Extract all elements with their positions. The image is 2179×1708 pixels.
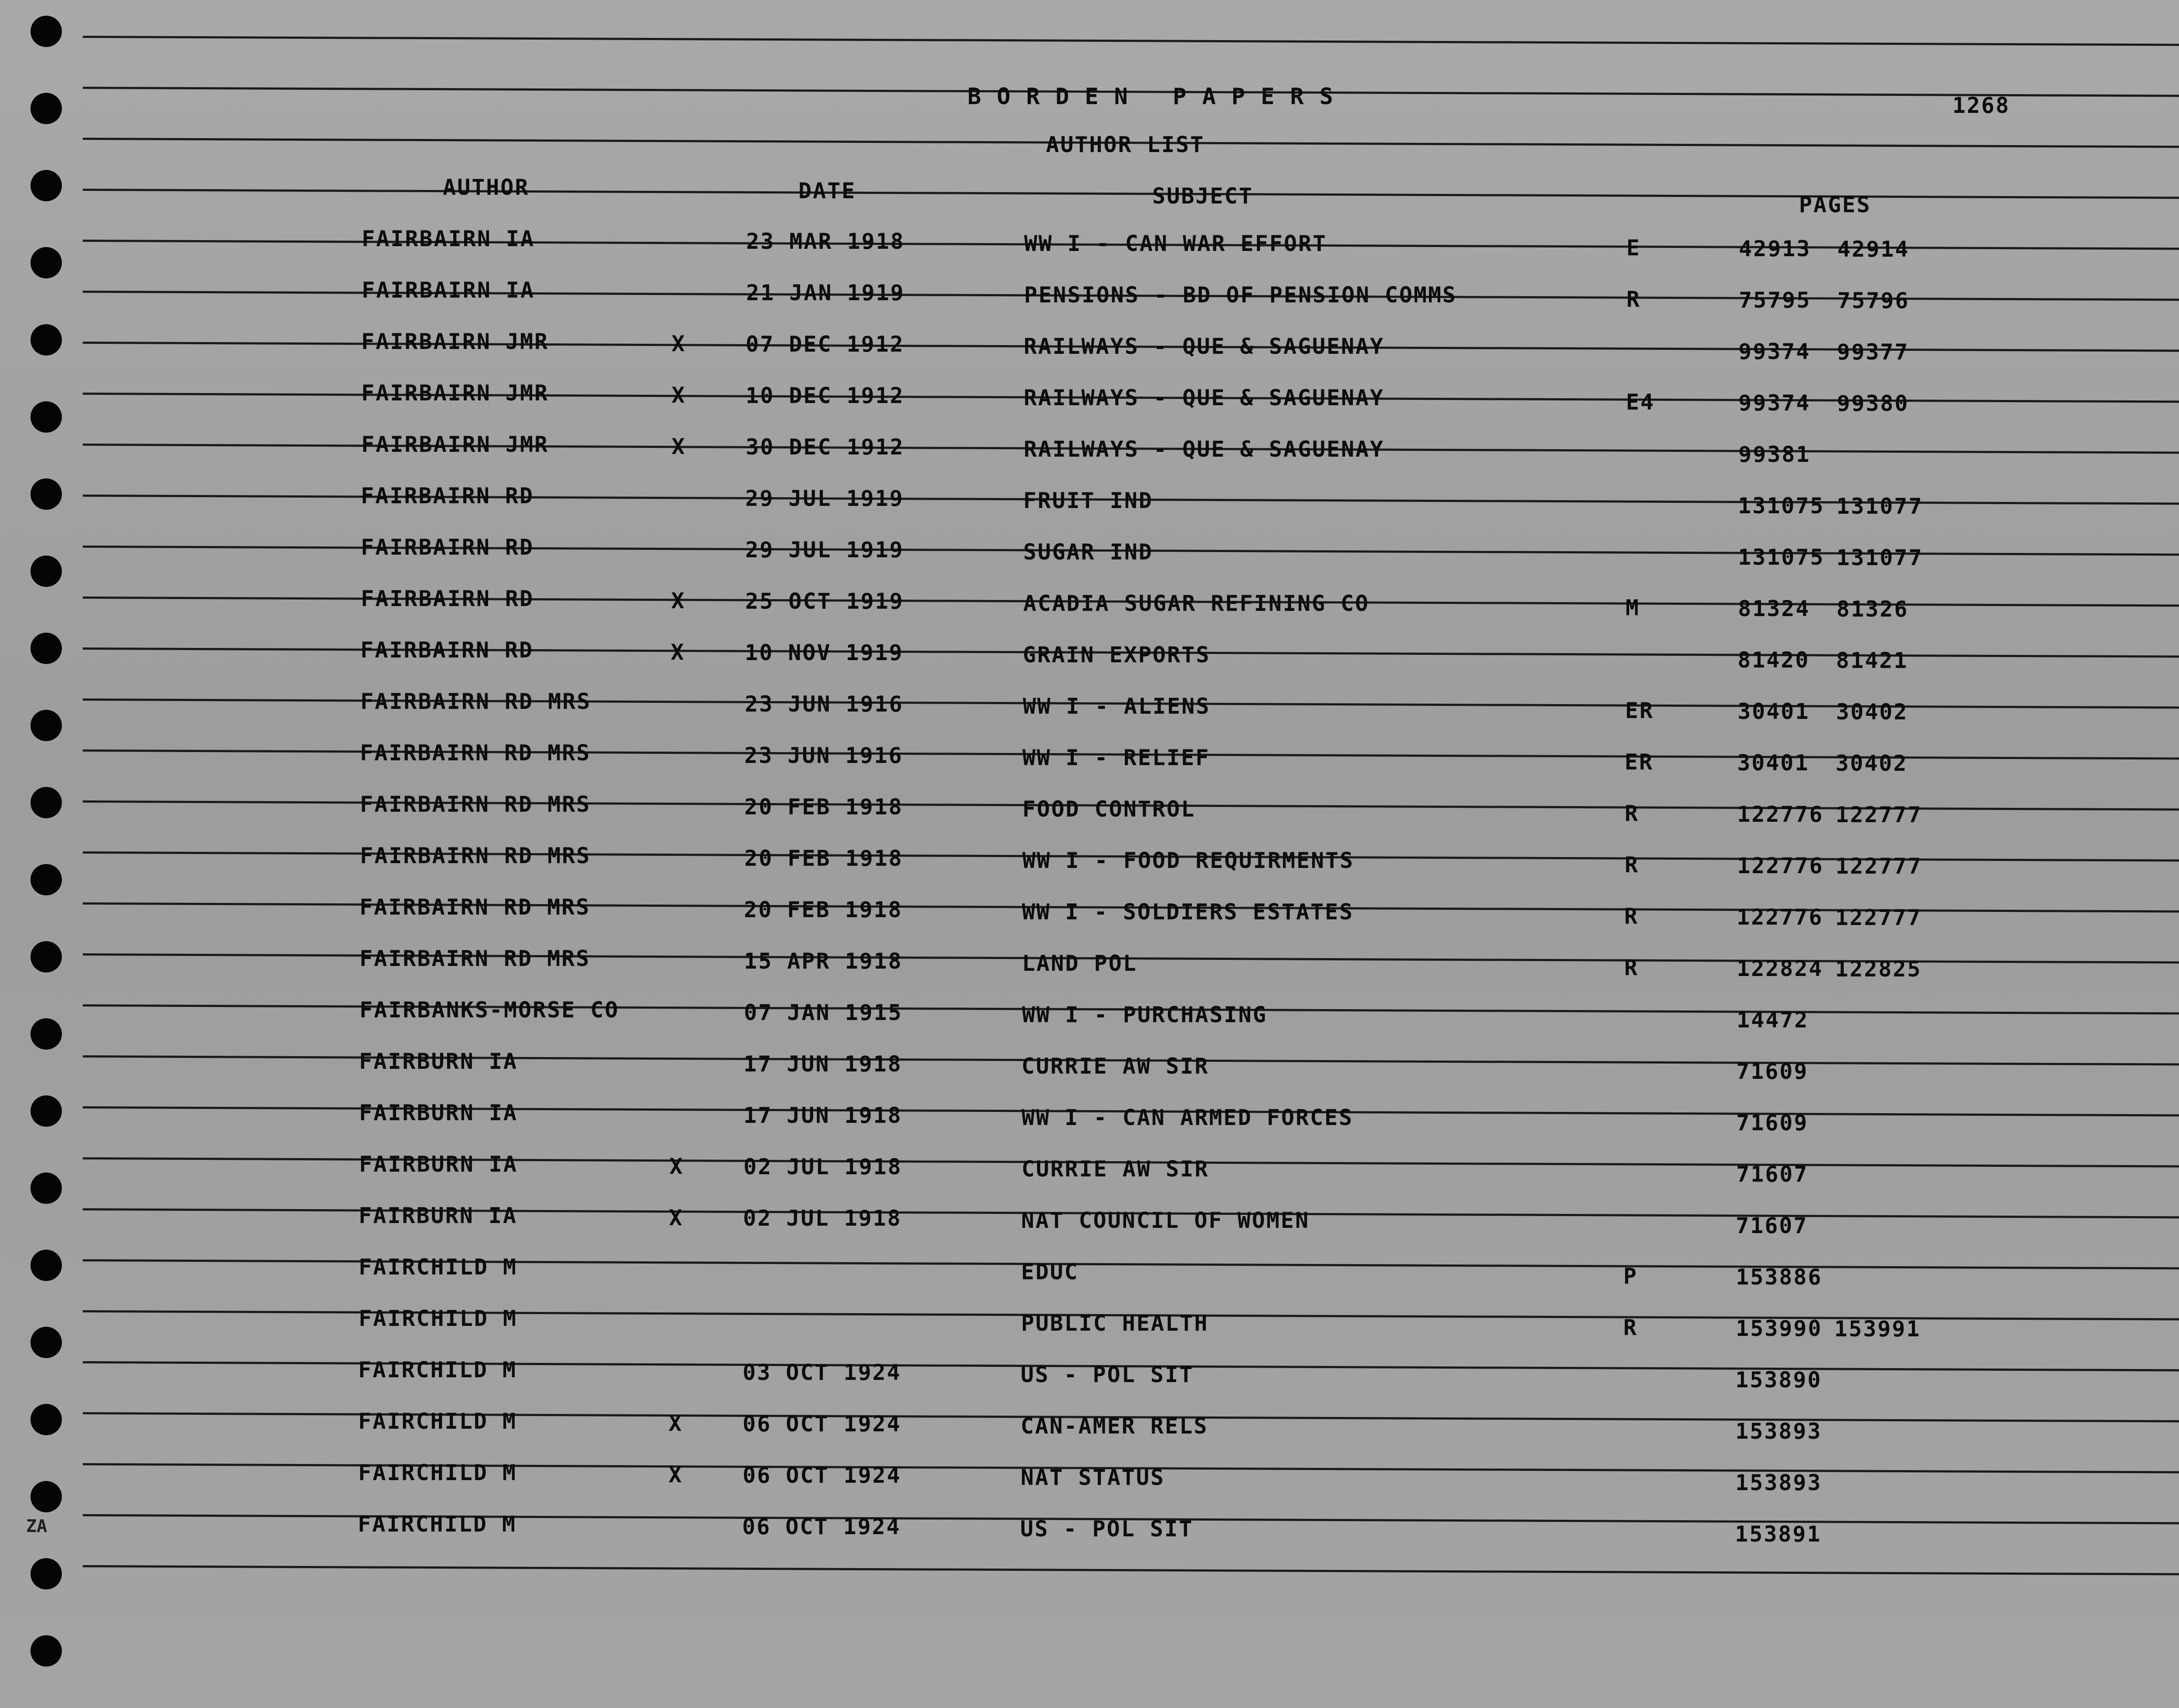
page-to-cell: 131077 (1836, 494, 1923, 519)
date-cell: 06 OCT 1924 (743, 1411, 902, 1437)
tractor-hole (31, 1481, 62, 1512)
code-cell: M (1626, 595, 1640, 620)
author-cell: FAIRBURN IA (359, 1100, 518, 1125)
flag-cell: X (671, 588, 686, 613)
author-cell: FAIRCHILD M (359, 1254, 518, 1280)
subject-cell: CURRIE AW SIR (1022, 1156, 1209, 1182)
date-cell: 17 JUN 1918 (743, 1051, 903, 1077)
subject-cell: GRAIN EXPORTS (1023, 642, 1211, 668)
author-cell: FAIRBAIRN IA (362, 278, 535, 303)
list-subtitle: AUTHOR LIST (1046, 132, 1205, 157)
subject-cell: NAT COUNCIL OF WOMEN (1021, 1208, 1310, 1233)
page-from-cell: 30401 (1738, 699, 1810, 724)
date-cell: 06 OCT 1924 (742, 1514, 901, 1539)
author-cell: FAIRBAIRN RD (360, 637, 534, 663)
tractor-hole (31, 941, 62, 973)
page-from-cell: 122776 (1737, 853, 1824, 878)
subject-cell: SUGAR IND (1023, 539, 1153, 565)
author-cell: FAIRBAIRN RD (361, 586, 534, 611)
author-cell: FAIRBAIRN JMR (361, 380, 549, 406)
code-cell: E (1626, 235, 1641, 261)
subject-cell: EDUC (1021, 1259, 1079, 1284)
tractor-hole (31, 401, 62, 433)
flag-cell: X (672, 434, 686, 459)
code-cell: R (1626, 287, 1641, 312)
code-cell: P (1623, 1264, 1638, 1289)
flag-cell: X (669, 1205, 684, 1230)
date-cell: 02 JUL 1918 (743, 1206, 902, 1231)
author-cell: FAIRCHILD M (359, 1306, 518, 1331)
page-from-cell: 153891 (1735, 1522, 1822, 1547)
date-cell: 21 JAN 1919 (746, 280, 905, 305)
code-cell: R (1625, 801, 1639, 826)
page-from-cell: 71607 (1736, 1213, 1808, 1238)
flag-cell: X (671, 640, 686, 665)
page-to-cell: 153991 (1834, 1316, 1921, 1342)
page-to-cell: 122777 (1836, 802, 1922, 827)
date-cell: 30 DEC 1912 (746, 434, 905, 460)
code-cell: R (1624, 904, 1639, 929)
page-from-cell: 81324 (1738, 596, 1810, 621)
subject-cell: WW I - CAN WAR EFFORT (1024, 231, 1327, 256)
date-cell: 29 JUL 1919 (745, 537, 904, 563)
page-from-cell: 81420 (1738, 647, 1810, 673)
author-cell: FAIRBAIRN JMR (361, 329, 549, 354)
tractor-hole (31, 1095, 62, 1127)
subject-cell: NAT STATUS (1021, 1465, 1165, 1490)
flag-cell: X (672, 331, 686, 356)
tractor-hole (31, 1173, 62, 1204)
page-to-cell: 131077 (1836, 545, 1923, 570)
author-cell: FAIRBAIRN RD MRS (360, 740, 591, 766)
flag-cell: X (669, 1462, 683, 1488)
document-title: BORDEN PAPERS (967, 84, 1349, 110)
subject-cell: ACADIA SUGAR REFINING CO (1023, 591, 1370, 616)
page-from-cell: 131075 (1738, 493, 1825, 518)
author-cell: FAIRCHILD M (358, 1460, 517, 1485)
tractor-hole (31, 1018, 62, 1050)
date-cell: 03 OCT 1924 (743, 1360, 902, 1385)
tractor-hole (31, 324, 62, 356)
date-cell: 20 FEB 1918 (744, 794, 903, 820)
date-cell: 25 OCT 1919 (745, 589, 904, 614)
author-cell: FAIRBAIRN JMR (361, 432, 549, 457)
page-from-cell: 153886 (1736, 1264, 1823, 1290)
tractor-hole (31, 633, 62, 664)
flag-cell: X (672, 383, 686, 408)
column-header-pages: PAGES (1799, 192, 1871, 217)
page-from-cell: 153890 (1735, 1367, 1822, 1393)
author-cell: FAIRBANKS-MORSE CO (360, 997, 619, 1023)
subject-cell: WW I - FOOD REQUIRMENTS (1022, 848, 1354, 873)
subject-cell: PUBLIC HEALTH (1021, 1311, 1209, 1336)
page-to-cell: 30402 (1836, 751, 1908, 776)
subject-cell: US - POL SIT (1020, 1516, 1194, 1542)
author-cell: FAIRCHILD M (358, 1409, 517, 1434)
author-cell: FAIRBURN IA (359, 1203, 518, 1228)
page-from-cell: 30401 (1737, 750, 1809, 776)
author-cell: FAIRBAIRN RD MRS (360, 895, 591, 920)
author-cell: FAIRBAIRN RD MRS (360, 689, 591, 714)
tractor-hole (31, 1327, 62, 1358)
page-from-cell: 153893 (1735, 1470, 1822, 1495)
page-from-cell: 42913 (1739, 236, 1811, 261)
page-to-cell: 122825 (1835, 956, 1922, 982)
code-cell: R (1624, 955, 1639, 980)
page-to-cell: 122777 (1835, 905, 1922, 930)
date-cell: 07 JAN 1915 (744, 1000, 903, 1025)
page-from-cell: 71609 (1736, 1059, 1809, 1084)
author-cell: FAIRBURN IA (359, 1152, 518, 1177)
page-to-cell: 81326 (1836, 596, 1909, 622)
tractor-hole (31, 247, 62, 278)
author-cell: FAIRBAIRN RD (361, 535, 534, 560)
page-from-cell: 99374 (1738, 390, 1811, 416)
code-cell: ER (1625, 698, 1654, 723)
page-to-cell: 99380 (1837, 391, 1909, 416)
author-cell: FAIRBAIRN IA (362, 226, 535, 251)
subject-cell: RAILWAYS - QUE & SAGUENAY (1024, 385, 1385, 410)
page-from-cell: 99381 (1738, 442, 1811, 467)
code-cell: ER (1625, 749, 1654, 775)
tractor-hole (31, 93, 62, 124)
page-number: 1268 (1952, 93, 2010, 118)
tractor-hole (31, 16, 62, 47)
tractor-hole (31, 170, 62, 201)
author-cell: FAIRBAIRN RD MRS (360, 792, 591, 817)
code-cell: R (1623, 1315, 1638, 1340)
tractor-hole (31, 787, 62, 818)
date-cell: 20 FEB 1918 (744, 846, 903, 871)
page-from-cell: 122824 (1737, 956, 1823, 981)
subject-cell: FRUIT IND (1023, 488, 1153, 513)
author-cell: FAIRBAIRN RD MRS (360, 946, 591, 971)
tractor-hole (31, 1558, 62, 1589)
rule-line (83, 1565, 2179, 1576)
subject-cell: CAN-AMER RELS (1021, 1413, 1208, 1439)
date-cell: 10 DEC 1912 (746, 383, 905, 408)
page-from-cell: 153990 (1736, 1316, 1823, 1341)
author-cell: FAIRCHILD M (358, 1511, 517, 1537)
page-from-cell: 14472 (1737, 1007, 1809, 1033)
page-to-cell: 99377 (1837, 339, 1909, 365)
subject-cell: CURRIE AW SIR (1022, 1054, 1209, 1079)
page-to-cell: 42914 (1837, 237, 1910, 262)
date-cell: 29 JUL 1919 (745, 486, 904, 511)
flag-cell: X (669, 1411, 683, 1436)
date-cell: 07 DEC 1912 (746, 332, 905, 357)
subject-cell: WW I - SOLDIERS ESTATES (1022, 899, 1354, 925)
subject-cell: US - POL SIT (1021, 1362, 1194, 1387)
subject-cell: PENSIONS - BD OF PENSION COMMS (1024, 282, 1457, 308)
date-cell: 10 NOV 1919 (745, 640, 904, 665)
tractor-hole (31, 864, 62, 895)
subject-cell: WW I - RELIEF (1022, 745, 1210, 770)
column-header-date: DATE (798, 178, 856, 203)
tractor-hole (31, 710, 62, 741)
author-cell: FAIRBURN IA (359, 1049, 518, 1074)
author-cell: FAIRBAIRN RD (361, 483, 534, 508)
code-cell: E4 (1626, 390, 1655, 415)
page-from-cell: 71609 (1736, 1110, 1809, 1135)
page-to-cell: 75796 (1837, 288, 1910, 313)
page-to-cell: 30402 (1836, 699, 1908, 725)
rule-line (83, 36, 2179, 46)
subject-cell: RAILWAYS - QUE & SAGUENAY (1024, 437, 1385, 462)
date-cell: 02 JUL 1918 (743, 1154, 903, 1179)
tractor-hole (31, 556, 62, 587)
date-cell: 06 OCT 1924 (743, 1463, 902, 1488)
tractor-hole (31, 478, 62, 510)
tractor-hole (31, 1635, 62, 1667)
date-cell: 23 JUN 1916 (745, 691, 904, 717)
margin-mark-left: ZA (26, 1516, 48, 1536)
page-to-cell: 81421 (1836, 648, 1908, 673)
page-from-cell: 71607 (1736, 1162, 1809, 1187)
date-cell: 23 JUN 1916 (744, 743, 903, 768)
subject-cell: WW I - CAN ARMED FORCES (1022, 1105, 1354, 1130)
tractor-hole (31, 1404, 62, 1435)
subject-cell: RAILWAYS - QUE & SAGUENAY (1024, 334, 1385, 359)
subject-cell: WW I - ALIENS (1023, 694, 1211, 719)
page-to-cell: 122777 (1836, 854, 1922, 879)
page-from-cell: 153893 (1735, 1419, 1822, 1444)
date-cell: 15 APR 1918 (744, 949, 903, 974)
subject-cell: FOOD CONTROL (1022, 796, 1196, 822)
page-from-cell: 99374 (1738, 339, 1811, 364)
page-from-cell: 131075 (1738, 545, 1825, 570)
column-header-subject: SUBJECT (1152, 183, 1253, 209)
author-cell: FAIRCHILD M (358, 1357, 517, 1383)
column-header-author: AUTHOR (443, 175, 529, 200)
subject-cell: WW I - PURCHASING (1022, 1002, 1267, 1027)
date-cell: 23 MAR 1918 (746, 229, 905, 254)
page-from-cell: 122776 (1737, 802, 1824, 827)
subject-cell: LAND POL (1022, 951, 1137, 976)
code-cell: R (1625, 852, 1639, 878)
page-from-cell: 122776 (1737, 905, 1823, 930)
tractor-hole (31, 1250, 62, 1281)
date-cell: 20 FEB 1918 (744, 897, 903, 922)
author-cell: FAIRBAIRN RD MRS (360, 843, 591, 868)
date-cell: 17 JUN 1918 (743, 1103, 903, 1128)
flag-cell: X (669, 1154, 684, 1179)
page-from-cell: 75795 (1739, 288, 1811, 313)
